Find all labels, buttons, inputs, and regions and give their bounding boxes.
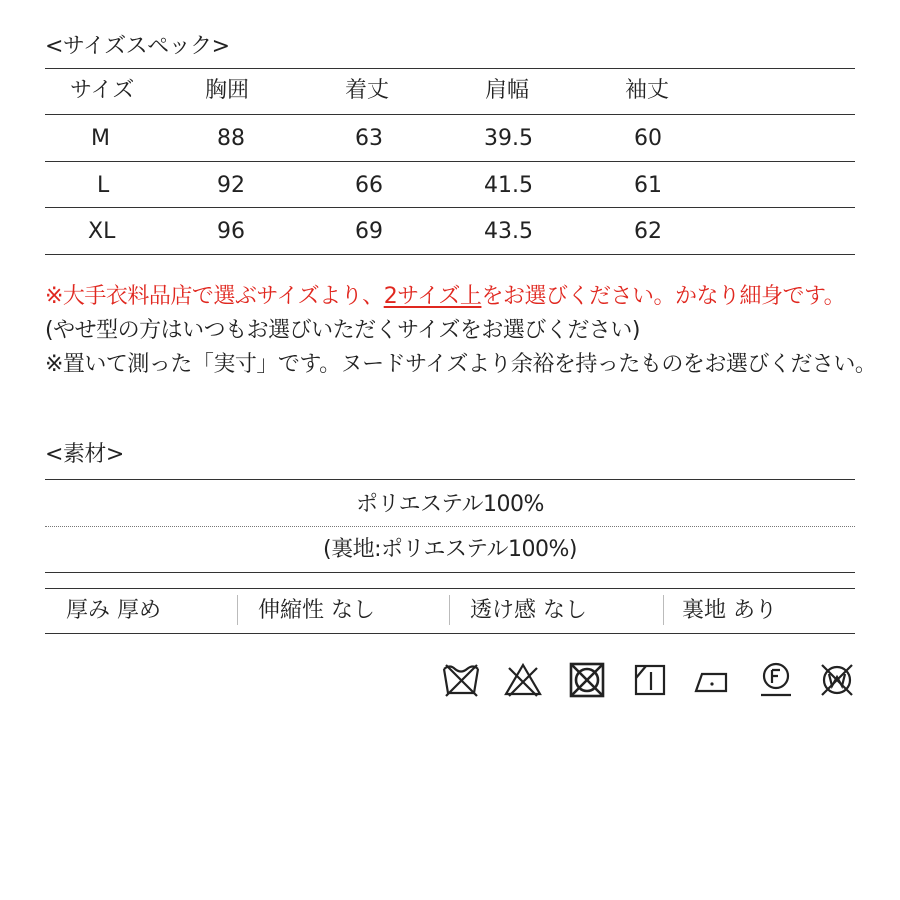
properties-top-rule xyxy=(45,588,855,589)
header-chest: 胸囲 xyxy=(205,78,250,103)
cell-sleeve: 61 xyxy=(634,173,662,198)
material-top-rule xyxy=(45,479,855,480)
header-sleeve: 袖丈 xyxy=(625,78,670,103)
cell-size: XL xyxy=(88,219,116,244)
header-length: 着丈 xyxy=(345,78,390,103)
cell-chest: 88 xyxy=(217,126,245,151)
cell-sleeve: 62 xyxy=(634,219,662,244)
property-sheer: 透け感 なし xyxy=(470,598,587,623)
property-thickness: 厚み 厚め xyxy=(66,598,161,623)
note-sizing-emphasis: 2サイズ上 xyxy=(383,284,482,309)
note-sizing-pre: ※大手衣料品店で選ぶサイズより、 xyxy=(45,284,384,309)
material-title: <素材> xyxy=(45,442,124,467)
no-wash-icon xyxy=(441,660,481,700)
no-wet-clean-icon xyxy=(817,660,857,700)
table-bottom-rule xyxy=(45,254,855,255)
material-main: ポリエステル100% xyxy=(356,492,544,517)
material-lining: (裏地:ポリエステル100%) xyxy=(323,537,577,562)
cell-size: L xyxy=(97,173,110,198)
header-shoulder: 肩幅 xyxy=(485,78,530,103)
property-divider xyxy=(237,595,238,625)
cell-shoulder: 39.5 xyxy=(484,126,533,151)
note-slim-body: (やせ型の方はいつもお選びいただくサイズをお選びください) xyxy=(45,318,640,343)
cell-length: 66 xyxy=(355,173,383,198)
no-tumble-dry-icon xyxy=(567,660,607,700)
drip-dry-shade-icon xyxy=(630,660,670,700)
cell-chest: 92 xyxy=(217,173,245,198)
table-top-rule xyxy=(45,68,855,69)
cell-length: 63 xyxy=(355,126,383,151)
no-bleach-icon xyxy=(503,660,543,700)
property-divider xyxy=(449,595,450,625)
table-row-divider xyxy=(45,207,855,208)
dry-clean-f-icon xyxy=(756,660,796,700)
note-measurement: ※置いて測った「実寸」です。ヌードサイズより余裕を持ったものをお選びください。 xyxy=(45,352,877,377)
material-dotted-rule xyxy=(45,526,855,527)
property-lining: 裏地 あり xyxy=(682,598,777,623)
cell-size: M xyxy=(91,126,110,151)
cell-sleeve: 60 xyxy=(634,126,662,151)
cell-shoulder: 43.5 xyxy=(484,219,533,244)
cell-shoulder: 41.5 xyxy=(484,173,533,198)
size-spec-title: <サイズスペック> xyxy=(45,34,230,59)
header-size: サイズ xyxy=(70,78,135,103)
cell-chest: 96 xyxy=(217,219,245,244)
material-bottom-rule xyxy=(45,572,855,573)
table-row-divider xyxy=(45,161,855,162)
cell-length: 69 xyxy=(355,219,383,244)
property-divider xyxy=(663,595,664,625)
property-stretch: 伸縮性 なし xyxy=(258,598,375,623)
properties-bottom-rule xyxy=(45,633,855,634)
note-sizing-post: をお選びください。かなり細身です。 xyxy=(481,284,846,309)
table-row-divider xyxy=(45,114,855,115)
iron-low-icon xyxy=(692,660,732,700)
note-sizing-warning xyxy=(45,286,845,308)
